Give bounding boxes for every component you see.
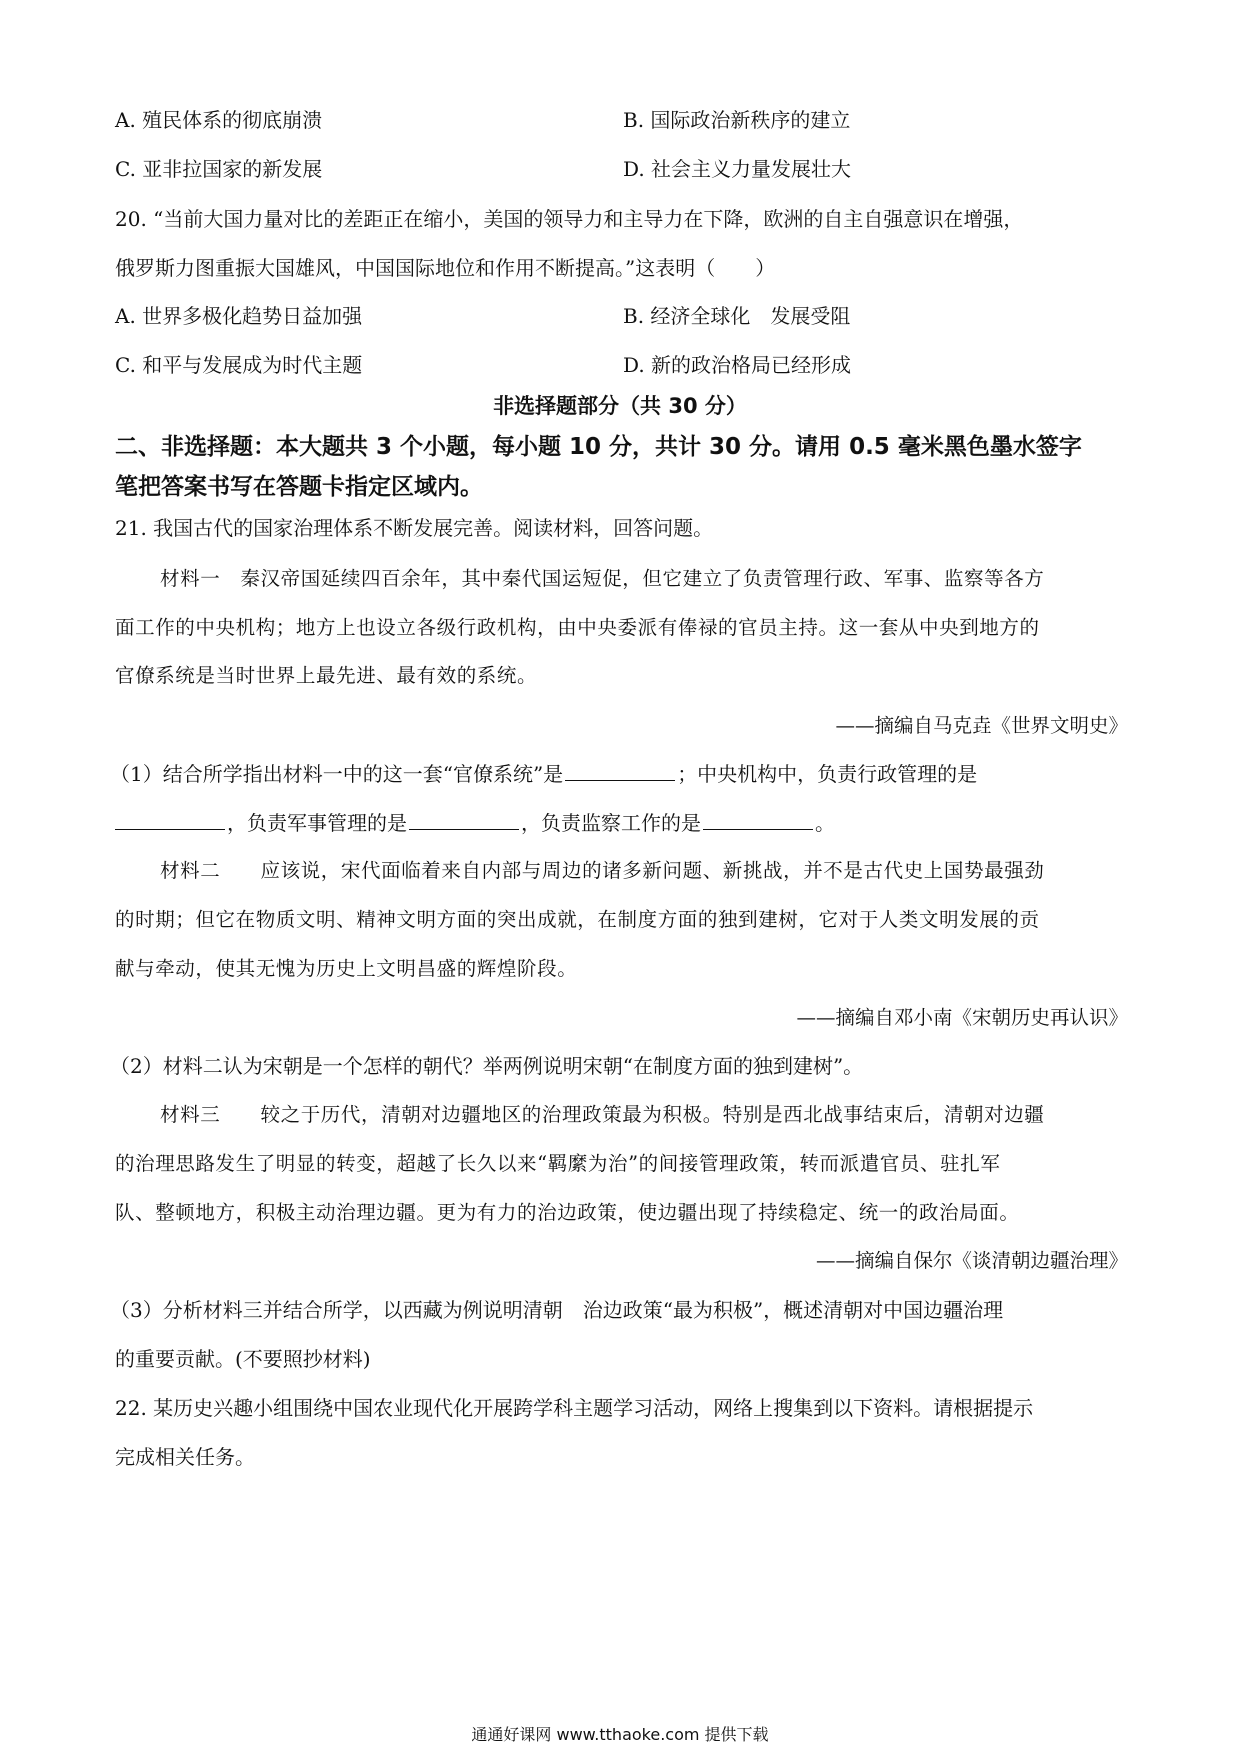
q21-sub1-text3: ，负责军事管理的是 [227,811,407,835]
q21-sub1-text4: ，负责监察工作的是 [521,811,701,835]
q20-option-a: A. 世界多极化趋势日益加强 [115,304,363,328]
q21-material3-line3: 队、整顿地方，积极主动治理边疆。更为有力的治边政策，使边疆出现了持续稳定、统一的政治局面。 [115,1201,1020,1224]
q20-stem-line1: 20. “当前大国力量对比的差距正在缩小，美国的领导力和主导力在下降，欧洲的自主自强意识在增强， [115,207,1024,231]
q20-stem-line2: 俄罗斯力图重振大国雄风，中国国际地位和作用不断提高。”这表明（ ） [115,256,776,280]
q21-material1-line3: 官僚系统是当时世界上最先进、最有效的系统。 [115,664,538,687]
q21-sub1-line1 [110,760,977,788]
q21-sub1-text5: 。 [815,811,835,835]
q21-source3: ——摘编自保尔《谈清朝边疆治理》 [815,1249,1128,1272]
answer-blank-4[interactable] [703,809,813,830]
q21-stem: 21. 我国古代的国家治理体系不断发展完善。阅读材料，回答问题。 [115,516,714,540]
q21-sub3-line1: （3）分析材料三并结合所学，以西藏为例说明清朝 治边政策“最为积极”，概述清朝对中国边疆治理 [110,1298,1004,1322]
section2-instruction-line2: 笔把答案书写在答题卡指定区域内。 [115,474,483,500]
q19-option-b: B. 国际政治新秩序的建立 [623,108,851,132]
q19-option-a: A. 殖民体系的彻底崩溃 [115,108,323,132]
answer-blank-1[interactable] [565,760,675,781]
footer-watermark: 通通好课网 www.tthaoke.com 提供下载 [471,1725,769,1744]
q20-option-d: D. 新的政治格局已经形成 [623,353,852,377]
section2-instruction-line1: 二、非选择题：本大题共 3 个小题，每小题 10 分，共计 30 分。请用 0.5 毫米黑色墨水签字 [115,434,1082,460]
q19-option-d: D. 社会主义力量发展壮大 [623,157,852,181]
q22-line2: 完成相关任务。 [115,1445,255,1469]
q20-option-c: C. 和平与发展成为时代主题 [115,353,363,377]
q21-material2-line1: 材料二 应该说，宋代面临着来自内部与周边的诸多新问题、新挑战，并不是古代史上国势最强劲 [160,859,1045,882]
q19-option-c: C. 亚非拉国家的新发展 [115,157,323,181]
q21-material1-line2: 面工作的中央机构；地方上也设立各级行政机构，由中央委派有俸禄的官员主持。这一套从中央到地方的 [115,616,1040,639]
q21-sub1-text1: （1）结合所学指出材料一中的这一套“官僚系统”是 [110,762,564,786]
q21-source1: ——摘编自马克垚《世界文明史》 [835,714,1128,737]
q21-sub1-text2: ；中央机构中，负责行政管理的是 [677,762,978,786]
answer-blank-2[interactable] [115,809,225,830]
q21-material2-line2: 的时期；但它在物质文明、精神文明方面的突出成就，在制度方面的独到建树，它对于人类文明发展的贡 [115,908,1040,931]
q21-material2-line3: 献与牵动，使其无愧为历史上文明昌盛的辉煌阶段。 [115,957,578,980]
q20-option-b: B. 经济全球化 发展受阻 [623,304,851,328]
q22-line1: 22. 某历史兴趣小组围绕中国农业现代化开展跨学科主题学习活动，网络上搜集到以下资料。请根据提示 [115,1396,1034,1420]
answer-blank-3[interactable] [409,809,519,830]
section2-heading: 非选择题部分（共 30 分） [493,394,747,418]
q21-sub1-line2 [115,809,835,837]
q21-source2: ——摘编自邓小南《宋朝历史再认识》 [796,1006,1128,1029]
q21-material3-line2: 的治理思路发生了明显的转变，超越了长久以来“羁縻为治”的间接管理政策，转而派遣官员、驻扎军 [115,1152,1001,1175]
q21-sub3-line2: 的重要贡献。(不要照抄材料) [115,1347,371,1371]
q21-material3-line1: 材料三 较之于历代，清朝对边疆地区的治理政策最为积极。特别是西北战事结束后，清朝对边疆 [160,1103,1045,1126]
q21-sub2: （2）材料二认为宋朝是一个怎样的朝代？举两例说明宋朝“在制度方面的独到建树”。 [110,1054,864,1078]
q21-material1-line1: 材料一 秦汉帝国延续四百余年，其中秦代国运短促，但它建立了负责管理行政、军事、监察等各方 [160,567,1045,590]
